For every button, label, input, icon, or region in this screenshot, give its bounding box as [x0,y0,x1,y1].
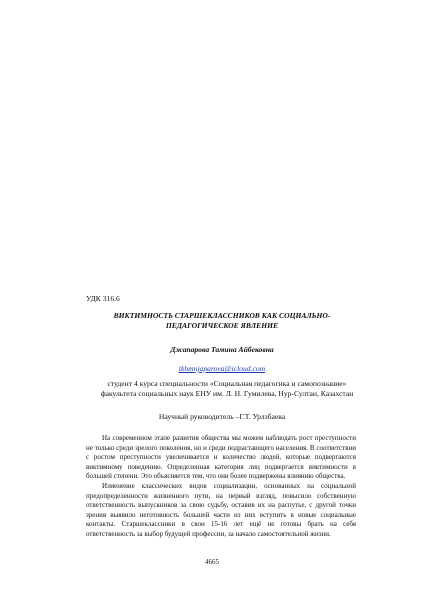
article-body [86,434,356,540]
article-title: ВИКТИМНОСТЬ СТАРШЕКЛАССНИКОВ КАК СОЦИАЛЬНО-ПЕДАГОГИЧЕСКОЕ ЯВЛЕНИЕ [113,311,331,330]
paragraph-1: На современном этапе развития общества мы можем наблюдать рост преступности не только среди зрелого поколения, но и среди подрастающего населения. В соответствии с ростом преступности увеличивается и количество людей, которые подвергаются виктимному поведению. Определенная категория лиц подвергается виктимности в большей степени. Это объясняется тем, что они более подвержены влиянию общества. [86,434,356,481]
paragraph-2: Изменение классических видов социализации, основанных на социальной предопределенности жизненного пути, на первый взгляд, повысило собственную ответственность выпускников за свою судьбу, оставив их на распутье, с другой точки зрения выявило неготовность большей части из них вступить в новые социальные контакты. Старшеклассники в свои 15-16 лет ещё не готовы брать на себя ответственность за выбор будущей профессии, за начало самостоятельной жизни. [86,481,356,538]
udk-code: УДК 316.6 [86,294,120,303]
author-affiliation: студент 4 курса специальности «Социальная педагогика и самопознание» факультета социальных наук ЕНУ им. Л. Н. Гумилева, Нур-Султан, Казахстан [100,379,354,398]
author-email-link[interactable]: tkhmnjaparova@icloud.com [178,364,266,373]
page-number: 4665 [205,558,219,566]
supervisor: Научный руководитель –Г.Т. Урлзбаева [158,412,286,421]
author-name: Джапарова Тамина Айбековна [170,345,274,354]
